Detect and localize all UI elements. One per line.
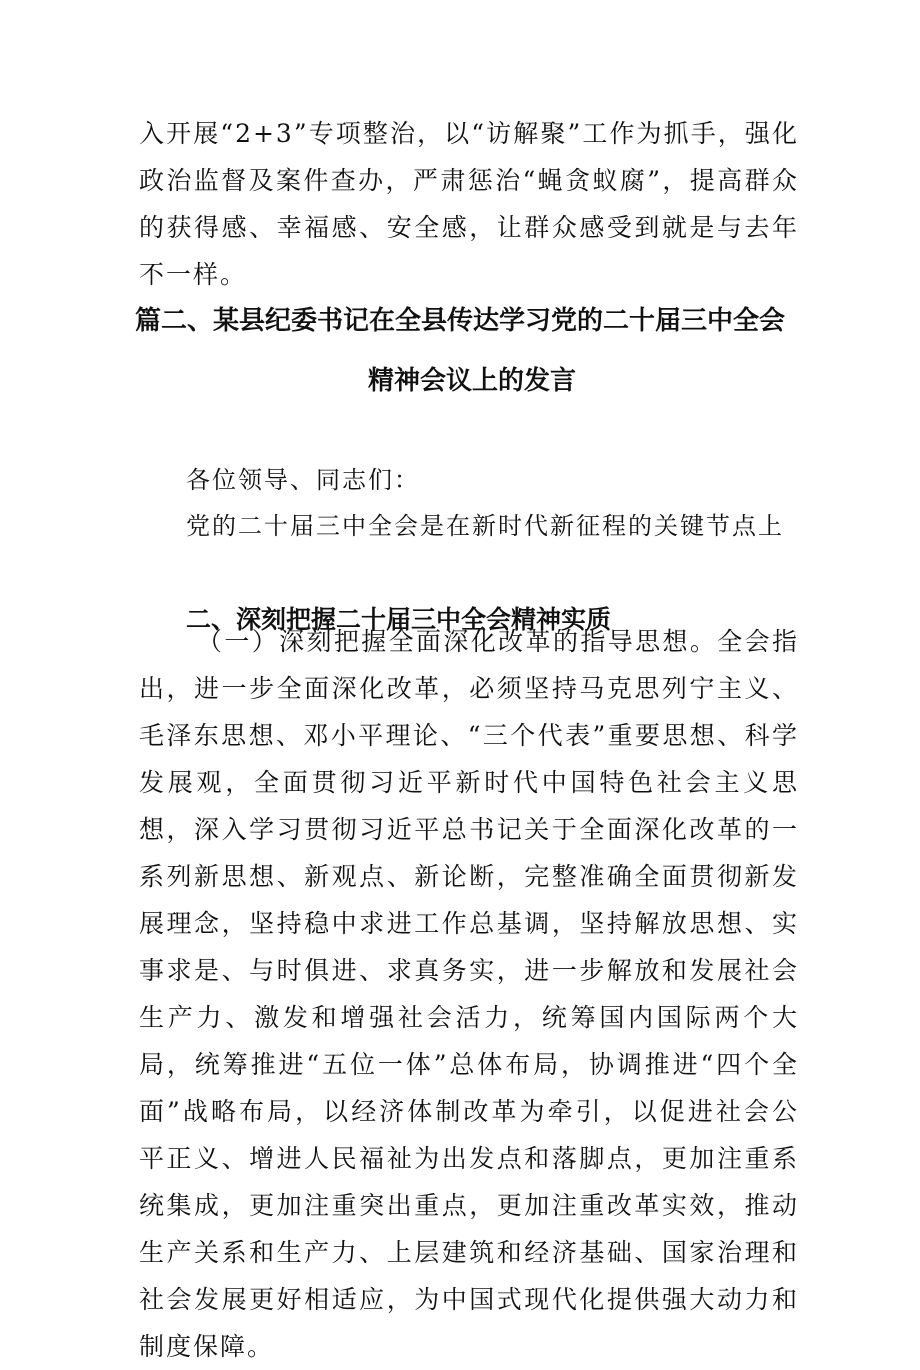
intro-paragraph: 入开展“2+3”专项整治，以“访解聚”工作为抓手，强化政治监督及案件查办，严肃惩治“蝇贪蚁腐”，提高群众的获得感、幸福感、安全感，让群众感受到就是与去年不一样。 xyxy=(139,119,799,289)
main-paragraph: （一）深刻把握全面深化改革的指导思想。全会指出，进一步全面深化改革，必须坚持马克思列宁主义、毛泽东思想、邓小平理论、“三个代表”重要思想、科学发展观，全面贯彻习近平新时代中国特色社会主义思想，深入学习贯彻习近平总书记关于全面深化改革的一系列新思想、新观点、新论断，完整准确全面贯彻新发展理念，坚持稳中求进工作总基调，坚持解放思想、实事求是、与时俱进、求真务实，进一步解放和发展社会生产力、激发和增强社会活力，统筹国内国际两个大局，统筹推进“五位一体”总体布局，协调推进“四个全面”战略布局，以经济体制改革为牵引，以促进社会公平正义、增进人民福祉为出发点和落脚点，更加注重系统集成，更加注重突出重点，更加注重改革实效，推动生产关系和生产力、上层建筑和经济基础、国家治理和社会发展更好相适应，为中国式现代化提供强大动力和制度保障。 xyxy=(139,627,799,1361)
section-heading: 二、深刻把握二十届三中全会精神实质 xyxy=(186,605,612,634)
article-title-line-2: 精神会议上的发言 xyxy=(368,366,577,396)
opening-line: 党的二十届三中全会是在新时代新征程的关键节点上 xyxy=(186,512,784,540)
salutation: 各位领导、同志们： xyxy=(186,466,420,494)
article-title-line-1: 篇二、某县纪委书记在全县传达学习党的二十届三中全会 xyxy=(135,306,786,336)
